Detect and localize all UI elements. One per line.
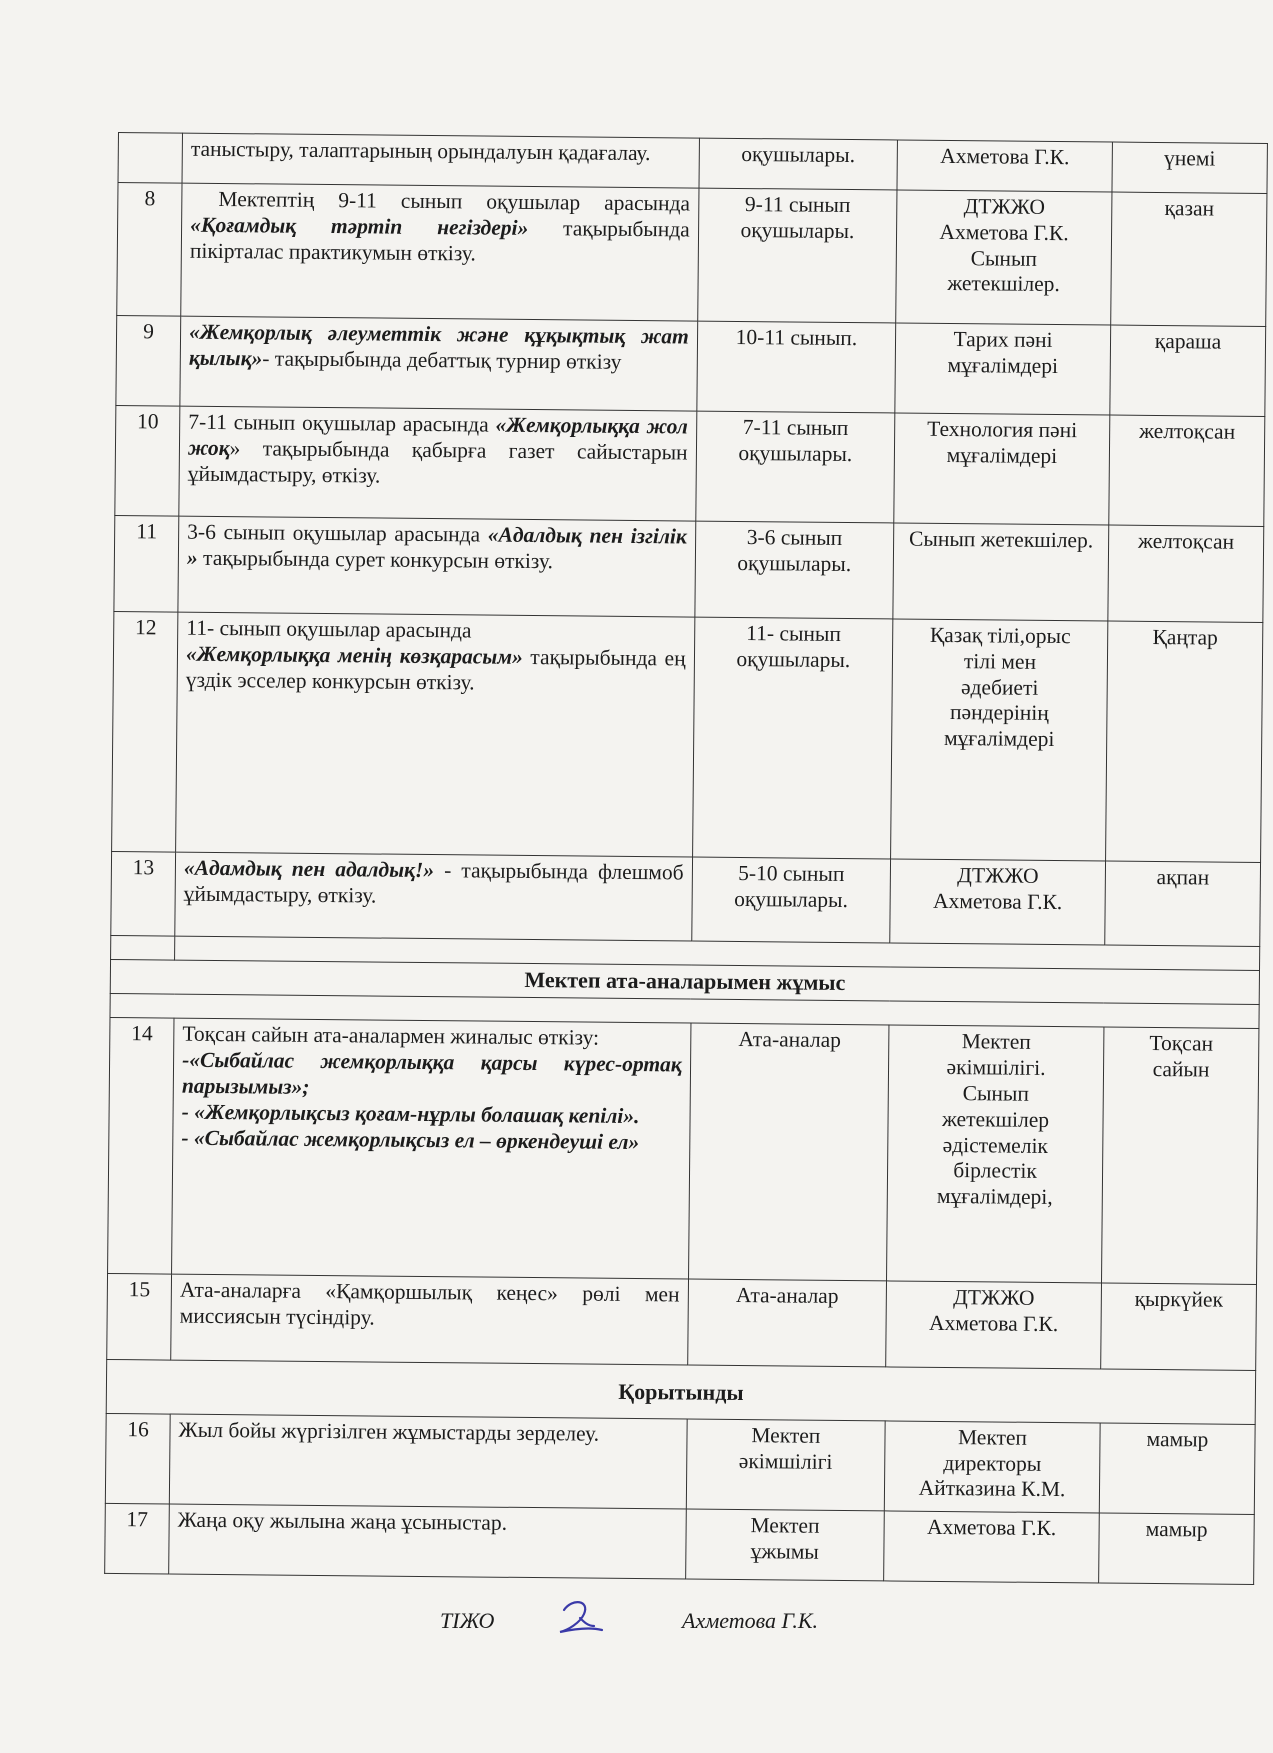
row-number bbox=[118, 133, 183, 184]
event-deadline: Қаңтар bbox=[1106, 621, 1263, 862]
event-description: 7-11 сынып оқушылар арасында «Жемқорлыққа жол жоқ» тақырыбында қабырға газет сайыстарын ұйымдастыру, өткізу. bbox=[179, 406, 697, 521]
table-row bbox=[105, 1413, 1255, 1514]
row-number: 8 bbox=[117, 183, 182, 317]
event-responsible: Қазақ тілі,орыс тілі мен әдебиеті пәндерінің мұғалімдері bbox=[891, 619, 1108, 861]
table-row bbox=[108, 1018, 1259, 1285]
row-number: 11 bbox=[114, 515, 179, 612]
row-number: 9 bbox=[116, 315, 181, 406]
event-responsible: Технология пәні мұғалімдері bbox=[894, 413, 1110, 525]
handwritten-signature bbox=[550, 1596, 610, 1642]
event-description: Жаңа оқу жылына жаңа ұсыныстар. bbox=[169, 1504, 686, 1579]
event-audience: Мектеп ұжымы bbox=[685, 1509, 884, 1581]
event-audience: Ата-аналар bbox=[688, 1023, 889, 1281]
event-audience: 10-11 сынып. bbox=[697, 321, 896, 413]
section-heading-summary: Қорытынды bbox=[106, 1360, 1255, 1424]
table-row bbox=[107, 1274, 1257, 1371]
event-description: «Жемқорлық әлеуметтік және құқықтық жат қылық»- тақырыбында дебаттық турнир өткізу bbox=[180, 316, 697, 411]
event-deadline: желтоқсан bbox=[1108, 525, 1264, 622]
event-description: 3-6 сынып оқушылар арасында «Адалдық пен ізгілік » тақырыбында сурет конкурсын өткізу. bbox=[178, 516, 696, 617]
event-deadline: үнемі bbox=[1112, 142, 1268, 193]
table-row bbox=[105, 1503, 1255, 1584]
row-number: 13 bbox=[111, 851, 176, 936]
row-number: 10 bbox=[115, 405, 180, 516]
event-description: таныстыру, талаптарының орындалуын қадағалау. bbox=[182, 133, 699, 188]
event-description: 11- сынып оқушылар арасында «Жемқорлыққа менің көзқарасым» тақырыбында ең үздік эсселер конкурсын өткізу. bbox=[176, 612, 695, 857]
event-deadline: желтоқсан bbox=[1109, 415, 1265, 526]
event-audience: Ата-аналар bbox=[687, 1279, 886, 1367]
event-responsible: Ахметова Г.К. bbox=[897, 140, 1112, 192]
row-number: 17 bbox=[105, 1503, 170, 1574]
event-deadline: Тоқсан сайын bbox=[1101, 1027, 1258, 1284]
event-audience: 9-11 сынып оқушылары. bbox=[697, 188, 897, 323]
table-row bbox=[114, 515, 1264, 622]
table-row bbox=[117, 183, 1267, 327]
event-responsible: ДТЖЖО Ахметова Г.К. bbox=[890, 859, 1106, 945]
action-plan-table bbox=[104, 132, 1268, 1585]
event-deadline: мамыр bbox=[1099, 1513, 1255, 1584]
event-deadline: қазан bbox=[1111, 192, 1267, 326]
signer-name: Ахметова Г.К. bbox=[682, 1608, 818, 1633]
event-responsible: Мектеп әкімшілігі. Сынып жетекшілер әдістемелік бірлестік мұғалімдері, bbox=[887, 1025, 1104, 1283]
event-audience: Мектеп әкімшілігі bbox=[686, 1419, 885, 1511]
table-row bbox=[116, 315, 1266, 416]
event-audience: оқушылары. bbox=[699, 138, 898, 190]
event-responsible: Тарих пәні мұғалімдері bbox=[895, 323, 1111, 415]
row-number: 12 bbox=[112, 611, 178, 852]
row-number: 14 bbox=[108, 1018, 175, 1275]
event-responsible: Ахметова Г.К. bbox=[884, 1511, 1100, 1583]
event-responsible: ДТЖЖО Ахметова Г.К. Сынып жетекшілер. bbox=[896, 190, 1112, 325]
event-deadline: қараша bbox=[1110, 325, 1266, 416]
event-description: Жыл бойы жүргізілген жұмыстарды зерделеу. bbox=[169, 1414, 686, 1509]
event-responsible: ДТЖЖО Ахметова Г.К. bbox=[886, 1281, 1102, 1369]
table-row bbox=[112, 611, 1263, 862]
event-description: Мектептің 9-11 сынып оқушылар арасында «Қоғамдық тәртіп негіздері» тақырыбында пікірталас практикумын өткізу. bbox=[181, 183, 699, 321]
event-description: Тоқсан сайын ата-аналармен жиналыс өткізу: -«Сыбайлас жемқорлыққа қарсы күрес-ортақ парызымыз»; - «Жемқорлықсыз қоғам-нұрлы болашақ кепілі». - «Сыбайлас жемқорлықсыз ел – өркендеуші ел» bbox=[172, 1018, 691, 1279]
event-deadline: мамыр bbox=[1099, 1423, 1255, 1514]
event-deadline: ақпан bbox=[1105, 861, 1261, 946]
signature-block bbox=[440, 1604, 860, 1648]
row-number: 16 bbox=[105, 1413, 170, 1504]
event-responsible: Мектеп директоры Айтказина К.М. bbox=[884, 1421, 1100, 1513]
signer-role: ТІЖО bbox=[440, 1608, 495, 1633]
event-audience: 5-10 сынып оқушылары. bbox=[691, 857, 890, 943]
event-audience: 7-11 сынып оқушылары. bbox=[695, 411, 894, 523]
table-row bbox=[115, 405, 1265, 526]
event-audience: 11- сынып оқушылары. bbox=[692, 617, 893, 859]
row-number: 15 bbox=[107, 1274, 172, 1361]
event-audience: 3-6 сынып оқушылары. bbox=[695, 521, 894, 619]
event-responsible: Сынып жетекшілер. bbox=[893, 523, 1109, 621]
event-description: Ата-аналарға «Қамқоршылық кеңес» рөлі мен миссиясын түсіндіру. bbox=[171, 1274, 688, 1365]
event-description: «Адамдық пен адалдық!» - тақырыбында флешмоб ұйымдастыру, өткізу. bbox=[175, 852, 692, 941]
section-heading-parents: Мектеп ата-аналарымен жұмыс bbox=[110, 959, 1259, 1004]
event-deadline: қыркүйек bbox=[1101, 1283, 1257, 1370]
table-row bbox=[111, 851, 1261, 946]
